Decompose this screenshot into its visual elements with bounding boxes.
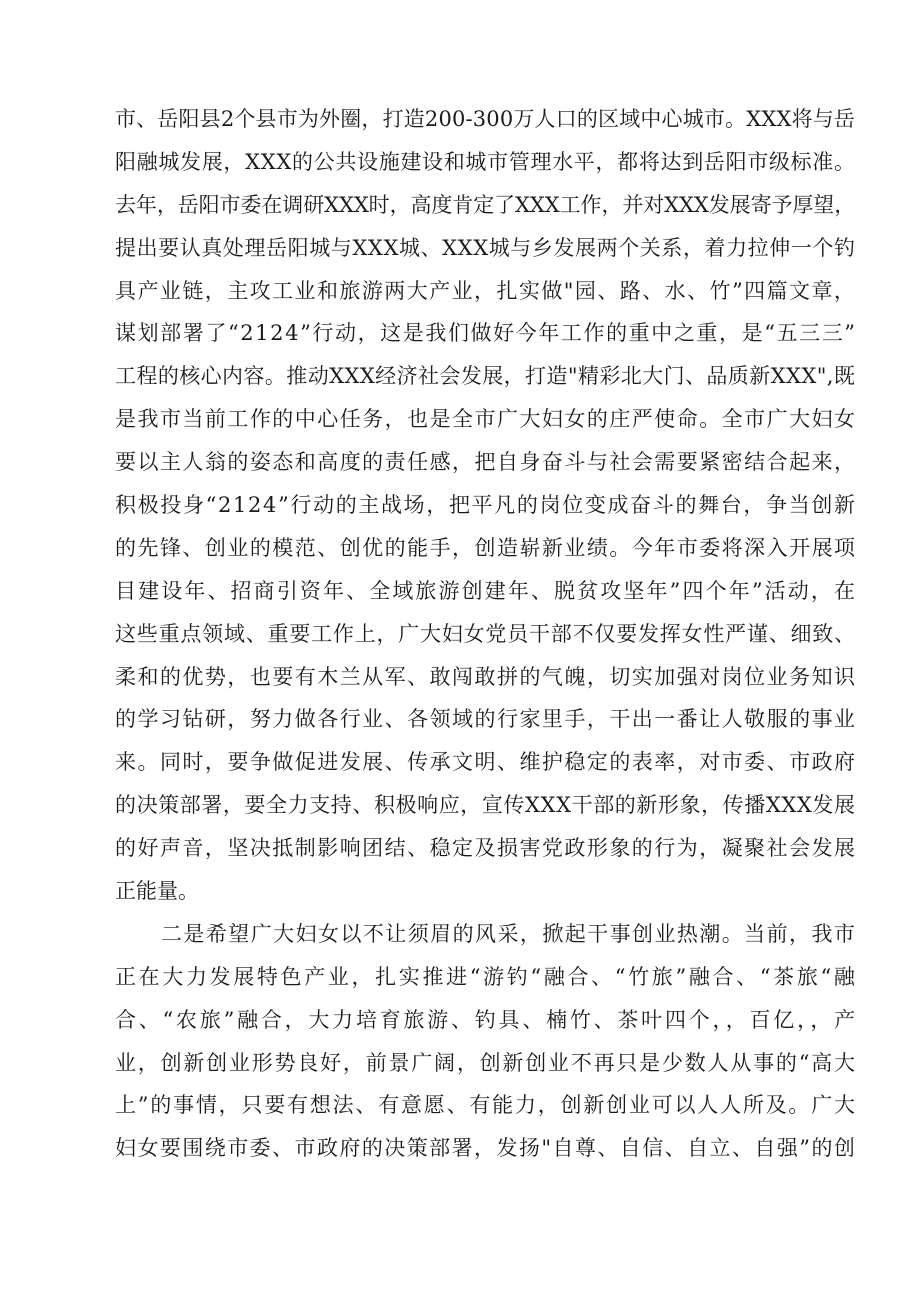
text-line: 合、“农旅”融合，大力培育旅游、钓具、楠竹、茶叶四个，，百亿，，产 <box>115 1007 858 1032</box>
text-line: 的好声音，坚决抵制影响团结、稳定及损害党政形象的行为，凝聚社会发展 <box>115 836 857 861</box>
text-line: 目建设年、招商引资年、全域旅游创建年、脱贫攻坚年”四个年”活动，在 <box>115 578 858 603</box>
text-line: 提出要认真处理岳阳城与XXX城、XXX城与乡发展两个关系，着力拉伸一个钓 <box>115 235 856 260</box>
text-line: 谋划部署了“2124”行动，这是我们做好今年工作的重中之重，是“五三三” <box>115 321 857 346</box>
body-text <box>115 98 858 1170</box>
text-line: 的学习钻研，努力做各行业、各领域的行家里手，干出一番让人敬服的事业 <box>115 707 857 732</box>
text-line: 正在大力发展特色产业，扎实推进“游钓“融合、“竹旅”融合、“茶旅“融 <box>115 964 858 989</box>
text-line: 具产业链，主攻工业和旅游两大产业，扎实做"园、路、水、竹”四篇文章， <box>115 278 857 303</box>
text-line: 正能量。 <box>115 879 199 904</box>
text-line: 二是希望广大妇女以不让须眉的风采，掀起干事创业热潮。当前，我市 <box>161 921 857 946</box>
text-line: 的先锋、创业的模范、创优的能手，创造崭新业绩。今年市委将深入开展项 <box>115 535 857 560</box>
text-line: 这些重点领域、重要工作上，广大妇女党员干部不仅要发挥女性严谨、细致、 <box>115 621 856 646</box>
text-line: 上”的事情，只要有想法、有意愿、有能力，创新创业可以人人所及。广大 <box>115 1093 857 1118</box>
text-line: 去年，岳阳市委在调研XXX时，高度肯定了XXX工作，并对XXX发展寄予厚望， <box>115 192 856 217</box>
text-line: 积极投身“2124”行动的主战场，把平凡的岗位变成奋斗的舞台，争当创新 <box>115 493 857 518</box>
text-line: 柔和的优势，也要有木兰从军、敢闯敢拼的气魄，切实加强对岗位业务知识 <box>115 664 857 689</box>
text-line: 的决策部署，要全力支持、积极响应，宣传XXX干部的新形象，传播XXX发展 <box>115 793 856 818</box>
text-line: 要以主人翁的姿态和高度的责任感，把自身奋斗与社会需要紧密结合起来， <box>115 450 857 475</box>
text-line: 妇女要围绕市委、市政府的决策部署，发扬"自尊、自信、自立、自强”的创 <box>115 1136 857 1161</box>
text-line: 工程的核心内容。推动XXX经济社会发展，打造"精彩北大门、品质新XXX",既 <box>115 364 856 389</box>
text-line: 是我市当前工作的中心任务，也是全市广大妇女的庄严使命。全市广大妇女 <box>115 407 857 432</box>
text-line: 阳融城发展，XXX的公共设施建设和城市管理水平，都将达到岳阳市级标准。 <box>115 149 856 174</box>
text-line: 业，创新创业形势良好，前景广阔，创新创业不再只是少数人从事的“高大 <box>115 1050 857 1075</box>
text-line: 市、岳阳县2个县市为外圈，打造200-300万人口的区域中心城市。XXX将与岳 <box>115 107 856 131</box>
paragraph-2 <box>115 913 858 1170</box>
paragraph-1 <box>115 98 858 913</box>
text-line: 来。同时，要争做促进发展、传承文明、维护稳定的表率，对市委、市政府 <box>115 750 857 775</box>
